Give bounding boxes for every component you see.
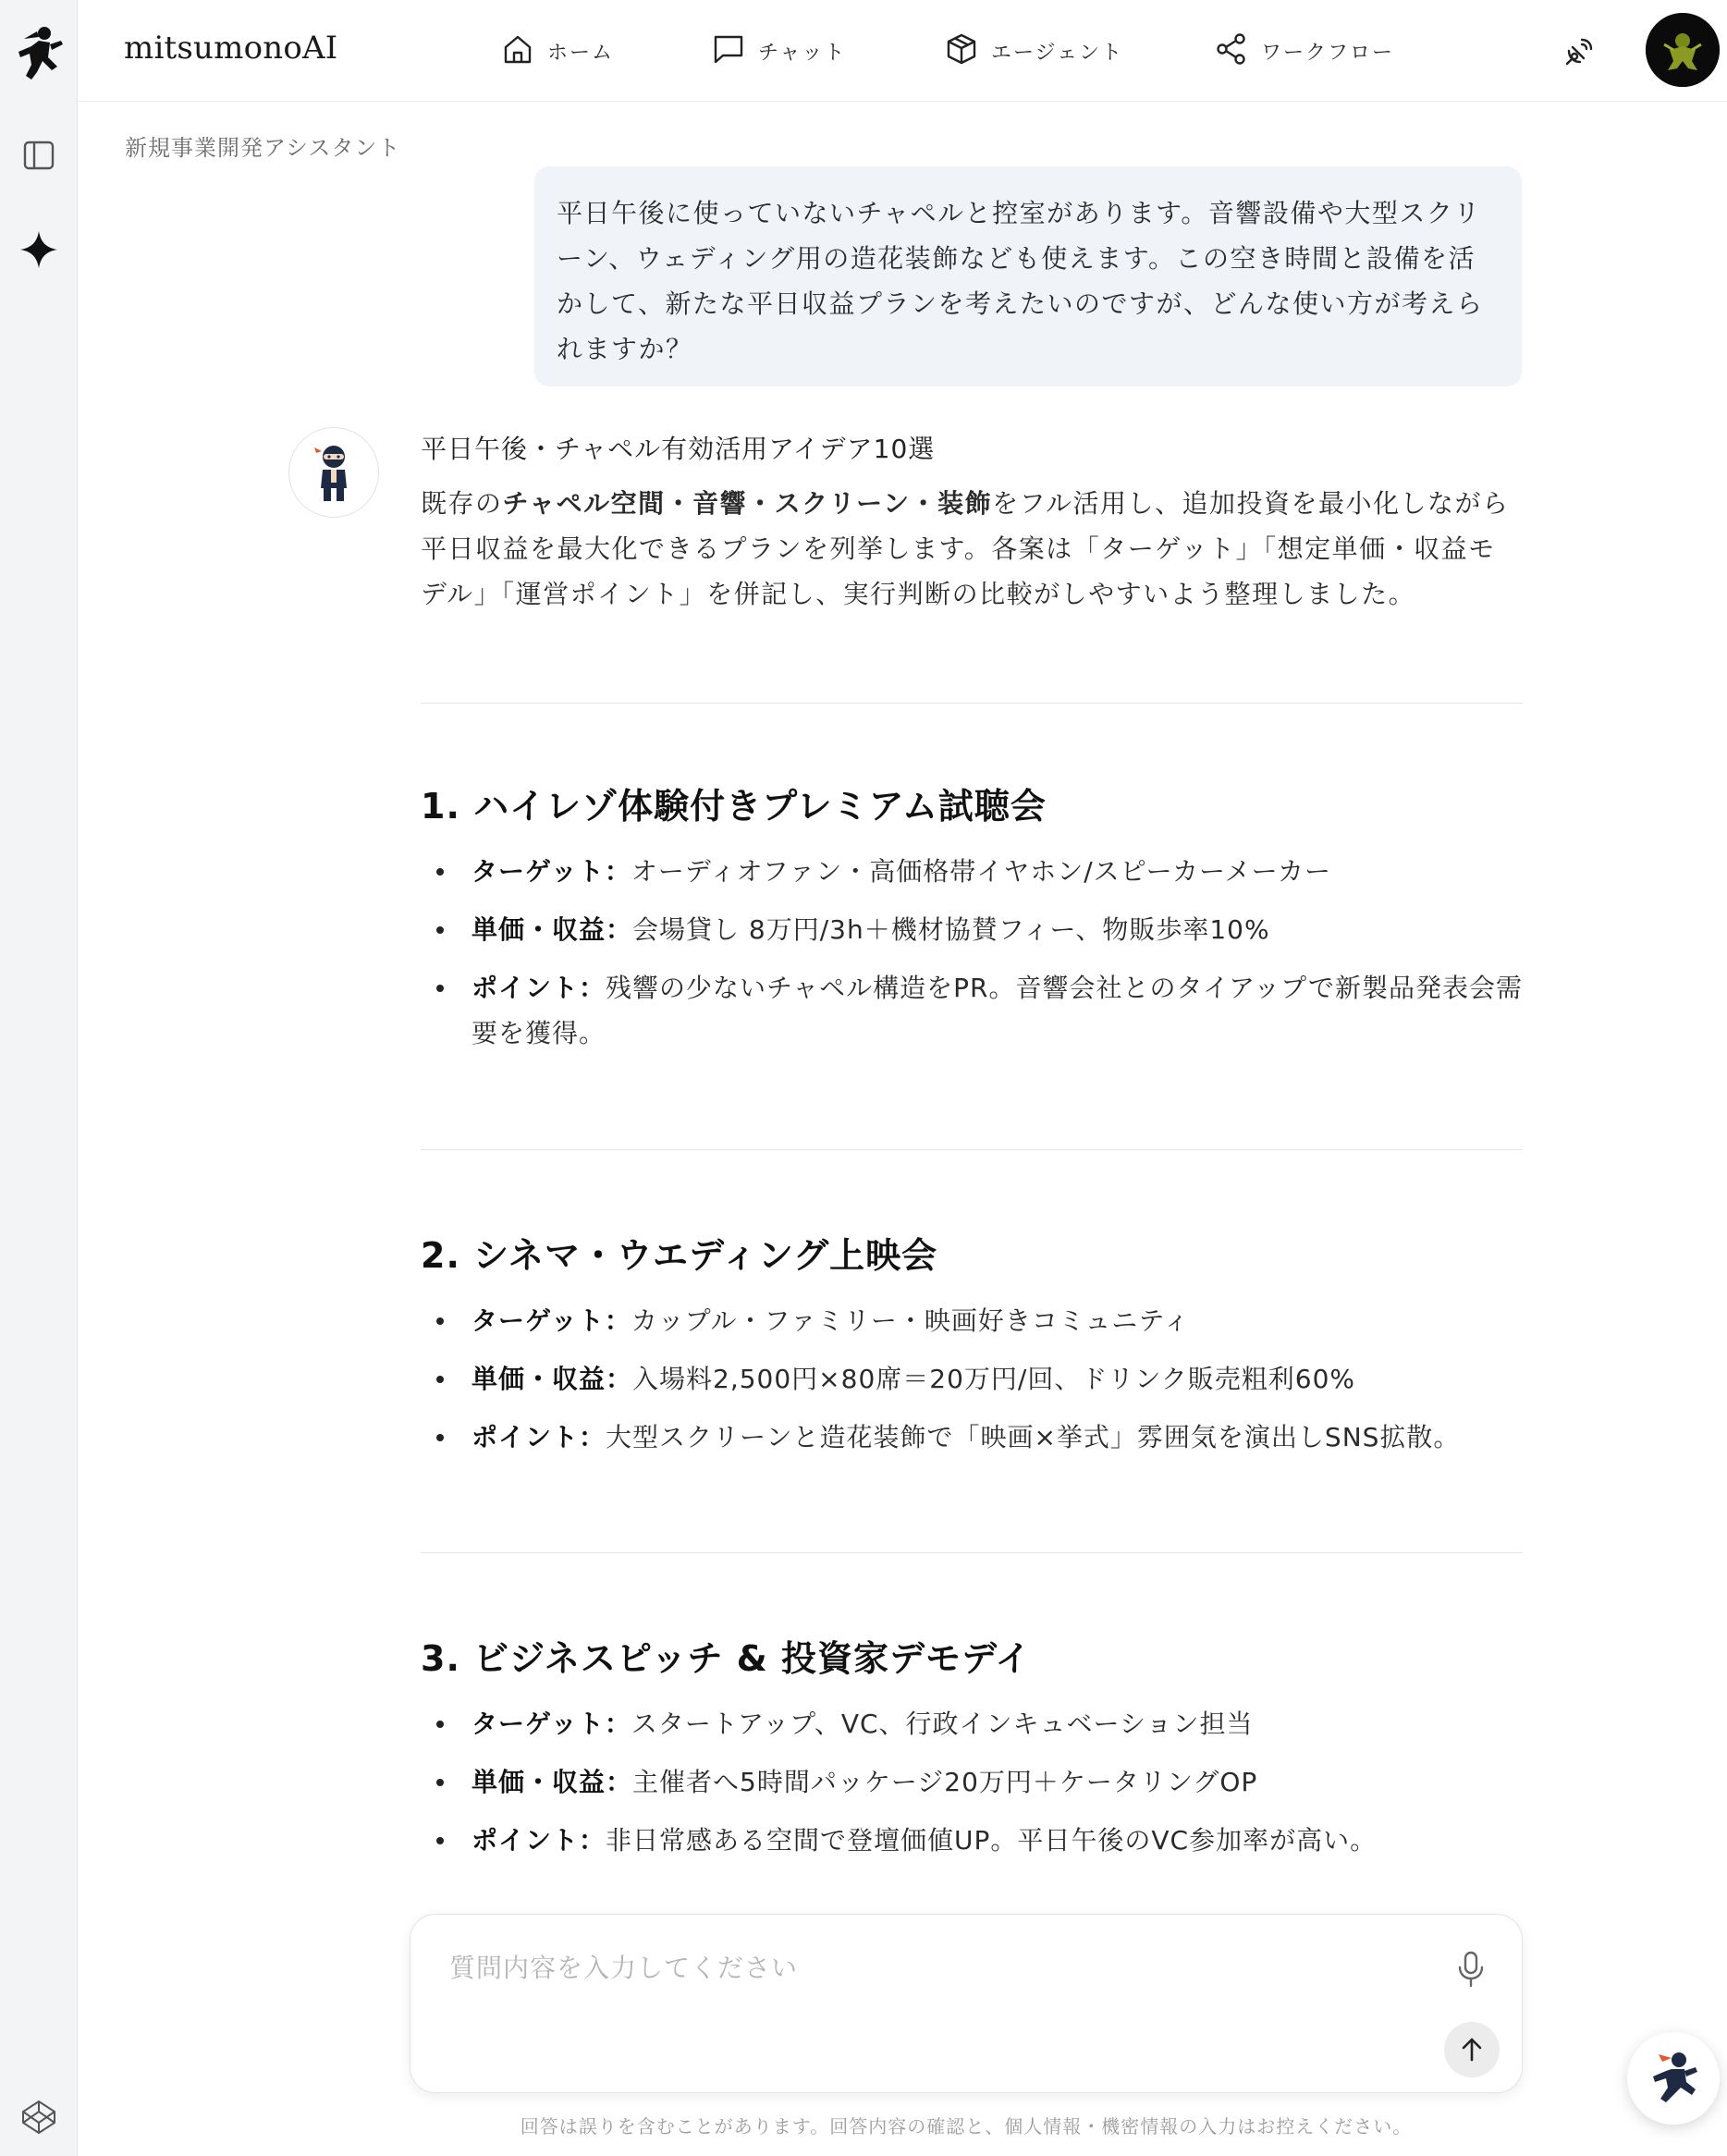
arrow-up-icon (1458, 2036, 1486, 2064)
assistant-avatar (288, 427, 379, 518)
list-item: ターゲット：スタートアップ、VC、行政インキュベーション担当 (421, 1701, 1523, 1746)
left-rail (0, 0, 78, 2156)
send-button[interactable] (1444, 2022, 1500, 2077)
section-heading: 3. ビジネスピッチ & 投資家デモデイ (421, 1638, 1032, 1679)
list-item: 単価・収益：入場料2,500円×80席＝20万円/回、ドリンク販売粗利60% (421, 1356, 1523, 1402)
ninja-assistant-fab[interactable] (1627, 2032, 1720, 2125)
divider (421, 703, 1523, 704)
list-item: 単価・収益：主催者へ5時間パッケージ20万円＋ケータリングOP (421, 1759, 1523, 1805)
assistant-answer (421, 427, 1523, 617)
section-heading: 1. ハイレゾ体験付きプレミアム試聴会 (421, 786, 1047, 827)
nav-workflow-label: ワークフロー (1261, 41, 1395, 65)
list-item: ターゲット：カップル・ファミリー・映画好きコミュニティ (421, 1298, 1523, 1343)
section-heading: 2. シネマ・ウエディング上映会 (421, 1235, 938, 1276)
list-item: 単価・収益：会場貸し 8万円/3h＋機材協賛フィー、物販歩率10% (421, 907, 1523, 952)
nav-workflow[interactable] (1215, 28, 1394, 74)
codepen-icon[interactable] (17, 2095, 61, 2139)
cube-icon (945, 32, 978, 69)
message-composer (410, 1914, 1523, 2093)
home-icon (501, 32, 534, 69)
user-avatar[interactable] (1646, 13, 1720, 87)
list-item: ポイント：残響の少ないチャペル構造をPR。音響会社とのタイアップで新製品発表会需要を獲得。 (421, 965, 1523, 1056)
sidebar-toggle-icon[interactable] (17, 133, 61, 178)
microphone-icon[interactable] (1450, 1946, 1492, 1992)
satellite-icon[interactable] (1557, 28, 1603, 74)
user-message-bubble: 平日午後に使っていないチャペルと控室があります。音響設備や大型スクリーン、ウェディング用の造花装飾なども使えます。この空き時間と設備を活かして、新たな平日収益プランを考えたいのですが、どんな使い方が考えられますか？ (534, 166, 1522, 386)
nav-home-label: ホーム (547, 41, 615, 65)
idea-section-2 (421, 1230, 1523, 1473)
nav-chat-label: チャット (758, 41, 847, 65)
ninja-runner-icon (1644, 2049, 1703, 2108)
nav-agent[interactable] (945, 28, 1123, 74)
idea-section-3 (421, 1633, 1523, 1876)
answer-title: 平日午後・チャペル有効活用アイデア10選 (421, 434, 936, 464)
ninja-logo-icon[interactable] (11, 24, 67, 85)
divider (421, 1552, 1523, 1553)
breadcrumb: 新規事業開発アシスタント (125, 135, 401, 161)
top-header (78, 0, 1727, 102)
sparkle-icon[interactable] (17, 227, 61, 272)
ninja-assistant-icon (311, 442, 357, 503)
list-item: ポイント：非日常感ある空間で登壇価値UP。平日午後のVC参加率が高い。 (421, 1818, 1523, 1863)
share-icon (1215, 32, 1248, 69)
nav-agent-label: エージェント (991, 41, 1124, 65)
divider (421, 1149, 1523, 1150)
list-item: ターゲット：オーディオファン・高価格帯イヤホン/スピーカーメーカー (421, 849, 1523, 894)
idea-section-1 (421, 780, 1523, 1069)
list-item: ポイント：大型スクリーンと造花装飾で「映画×挙式」雰囲気を演出しSNS拡散。 (421, 1415, 1523, 1460)
nav-chat[interactable] (712, 28, 846, 74)
disclaimer-text: 回答は誤りを含むことがあります。回答内容の確認と、個人情報・機密情報の入力はお控えください。 (520, 2115, 1413, 2138)
brand-title: mitsumonoAI (124, 30, 338, 67)
question-input[interactable] (449, 1948, 1411, 2059)
answer-intro: 既存のチャペル空間・音響・スクリーン・装飾をフル活用し、追加投資を最小化しながら平日収益を最大化できるプランを列挙します。各案は「ターゲット」「想定単価・収益モデル」「運営ポイント」を併記し、実行判断の比較がしやすいよう整理しました。 (421, 488, 1510, 609)
chat-icon (712, 32, 745, 69)
nav-home[interactable] (501, 28, 614, 74)
